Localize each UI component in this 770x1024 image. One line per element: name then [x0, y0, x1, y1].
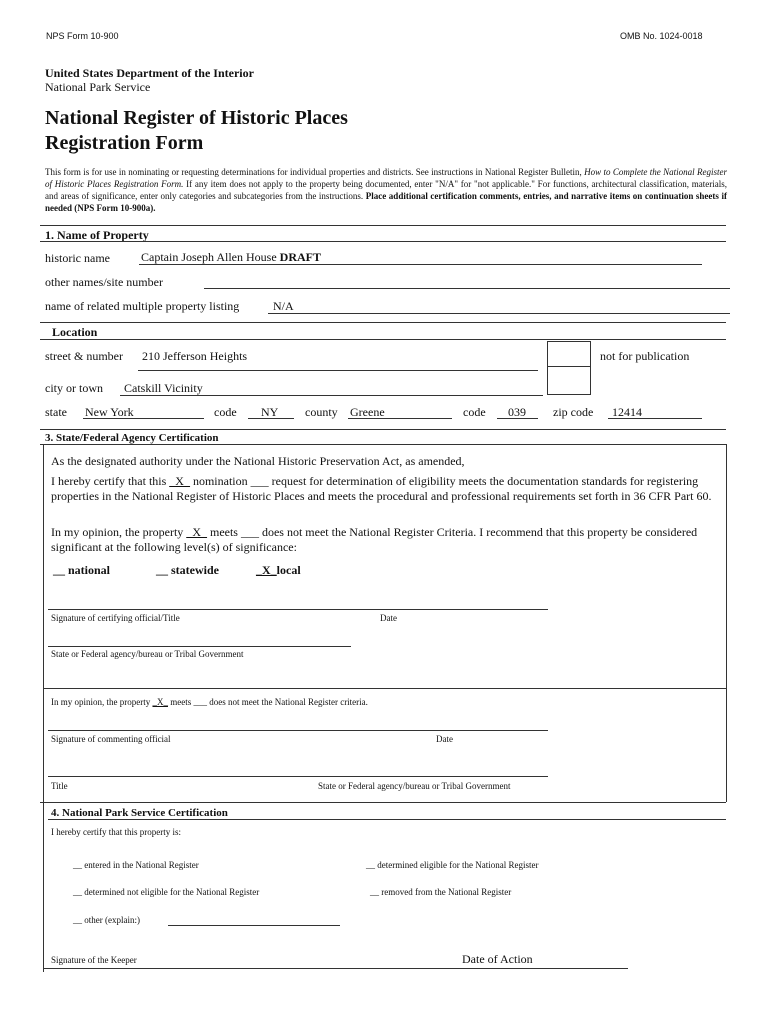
zip-value[interactable]: 12414 — [612, 405, 642, 419]
historic-name-label: historic name — [45, 251, 110, 265]
opinion-text: In my opinion, the property _X_ meets ___ does not meet the National Register Criteria. I recommend that this property be considered significant at the following level(s) of significance: — [51, 525, 698, 554]
nomination-mark: _X_ — [169, 474, 190, 488]
option-not-eligible[interactable]: __ determined not eligible for the National Register — [73, 887, 260, 897]
related-listing-value[interactable]: N/A — [273, 299, 294, 313]
county-code-label: code — [463, 405, 486, 419]
other-names-label: other names/site number — [45, 275, 163, 289]
level-local[interactable]: _X_local — [256, 563, 301, 577]
intro-text: This form is for use in nominating or requesting determinations for individual properties and districts. See instructions in National Register Bulletin, How to Complete the National Register of Historic Places Registration Form. If any item does not apply to the property being documented, enter "N/A" for "not applicable." For functions, architectural classification, materials, and areas of significance, enter only categories and subcategories from the instructions. Place additional certification comments, entries, and narrative items on continuation sheets if needed (NPS Form 10-900a). — [45, 167, 727, 213]
date2-label: Date — [436, 734, 453, 744]
sig-certifying-label: Signature of certifying official/Title — [51, 613, 180, 623]
department: United States Department of the Interior — [45, 66, 254, 80]
meets-mark: _X_ — [186, 525, 207, 539]
form-number: NPS Form 10-900 — [46, 31, 119, 41]
option-entered[interactable]: __ entered in the National Register — [73, 860, 199, 870]
meets2-mark: _X_ — [152, 697, 168, 707]
state-value[interactable]: New York — [85, 405, 134, 419]
draft-mark: DRAFT — [279, 250, 321, 264]
authority-text: As the designated authority under the National Historic Preservation Act, as amended, — [51, 454, 465, 468]
agency-line-label: State or Federal agency/bureau or Tribal Government — [51, 649, 244, 659]
bulletin-title: How to Complete the National Register of Historic Places Registration Form. — [45, 167, 727, 189]
date-of-action-label: Date of Action — [462, 952, 533, 966]
section1-heading: 1. Name of Property — [45, 228, 149, 242]
level-statewide[interactable]: __ statewide — [156, 563, 219, 577]
section4-heading: 4. National Park Service Certification — [51, 807, 228, 819]
street-value[interactable]: 210 Jefferson Heights — [142, 349, 248, 363]
county-code-value[interactable]: 039 — [508, 405, 526, 419]
omb-number: OMB No. 1024-0018 — [620, 31, 703, 41]
state-code-value[interactable]: NY — [261, 405, 279, 419]
not-for-publication-checkbox[interactable] — [547, 341, 591, 367]
option-removed[interactable]: __ removed from the National Register — [370, 887, 512, 897]
level-national[interactable]: __ national — [53, 563, 111, 577]
option-other[interactable]: __ other (explain:) — [73, 915, 140, 925]
certify-text: I hereby certify that this _X_ nomination ___ request for determination of eligibility meets the documentation standards for registering properties in the National Register of Historic Places and meets the procedural and professional requirements set forth in 36 CFR Part 60. — [51, 474, 712, 503]
county-value[interactable]: Greene — [350, 405, 385, 419]
date1-label: Date — [380, 613, 397, 623]
not-for-publication-label: not for publication — [600, 349, 690, 363]
section4-intro: I hereby certify that this property is: — [51, 827, 181, 837]
zip-label: zip code — [553, 405, 594, 419]
state-label: state — [45, 405, 67, 419]
city-label: city or town — [45, 381, 103, 395]
historic-name-value[interactable]: Captain Joseph Allen House DRAFT — [141, 250, 321, 264]
opinion2-text: In my opinion, the property _X_ meets ___ does not meet the National Register criteria. — [51, 697, 368, 707]
city-value[interactable]: Catskill Vicinity — [124, 381, 203, 395]
street-label: street & number — [45, 349, 123, 363]
related-listing-label: name of related multiple property listing — [45, 299, 240, 313]
sig-commenting-label: Signature of commenting official — [51, 734, 171, 744]
service: National Park Service — [45, 80, 151, 94]
state-code-label: code — [214, 405, 237, 419]
title-label: Title — [51, 781, 68, 791]
section3-heading: 3. State/Federal Agency Certification — [45, 432, 219, 444]
option-determined-eligible[interactable]: __ determined eligible for the National Register — [366, 860, 539, 870]
county-label: county — [305, 405, 338, 419]
vicinity-checkbox[interactable] — [547, 366, 591, 395]
section2-heading: Location — [52, 325, 98, 339]
agency-line2-label: State or Federal agency/bureau or Tribal Government — [318, 781, 511, 791]
sig-keeper-label: Signature of the Keeper — [51, 955, 137, 965]
page-title: National Register of Historic Places Registration Form — [45, 107, 348, 154]
